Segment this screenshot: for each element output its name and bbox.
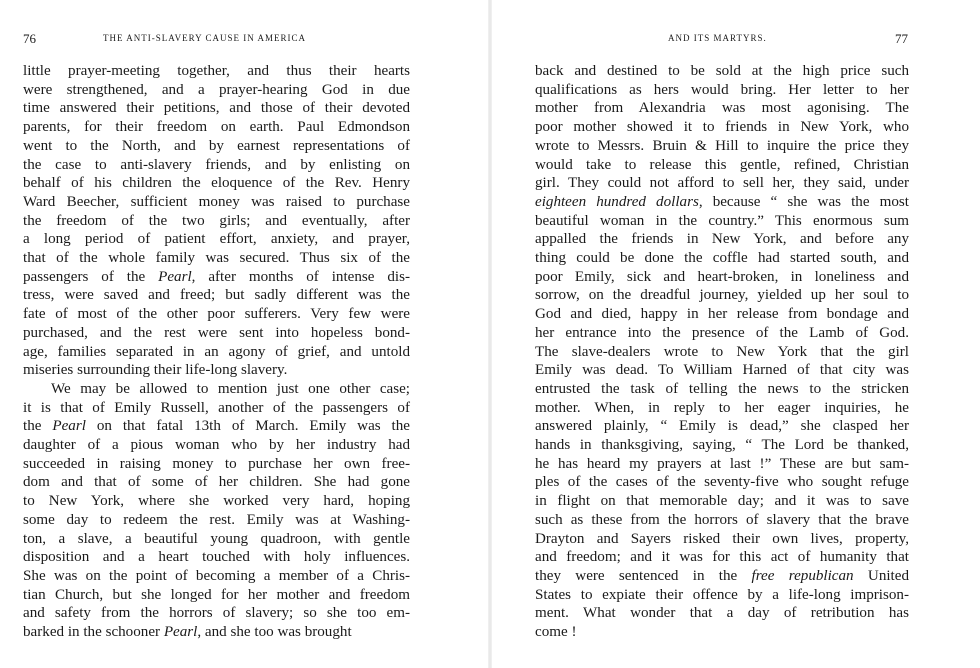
text-line: went to the North, and by earnest representations of: [23, 137, 410, 154]
text-line: that of the whole family was secured. Thus six of the: [23, 250, 410, 267]
text-line: tian Church, but she longed for her mother and freedom: [23, 586, 410, 603]
text-line: ment. What wonder that a day of retribution has: [535, 605, 909, 622]
text-line: She was on the point of becoming a member of a Chris-: [23, 567, 410, 584]
text-line: poor mother showed it to friends in New York, who: [535, 119, 909, 136]
text-line: some day to redeem the rest. Emily was at Washing-: [23, 511, 410, 528]
text-line: come !: [535, 624, 577, 641]
text-line: and freedom; and it was for this act of humanity that: [535, 549, 909, 566]
text-line: were strengthened, and a prayer-hearing God in due: [23, 81, 410, 98]
text-line: behalf of his children the eloquence of the Rev. Henry: [23, 175, 410, 192]
left-running-head: THE ANTI-SLAVERY CAUSE IN AMERICA: [103, 33, 307, 43]
text-line: the case to anti-slavery friends, and by enlisting on: [23, 156, 410, 173]
text-line: a long period of patient effort, anxiety, and prayer,: [23, 231, 410, 248]
text-line: in flight on that memorable day; and it was to save: [535, 493, 909, 510]
text-line: sorrow, on the dreadful journey, yielded up her soul to: [535, 287, 909, 304]
text-line: purchased, and the rest were sent into hopeless bond-: [23, 324, 410, 341]
right-running-head: AND ITS MARTYRS.: [668, 33, 767, 43]
right-page-text: [535, 62, 909, 642]
right-page: [490, 0, 980, 668]
text-line: back and destined to be sold at the high price such: [535, 63, 909, 79]
text-line: such as these from the horrors of slavery that the brave: [535, 511, 909, 528]
text-line: it is that of Emily Russell, another of the passengers of: [23, 399, 410, 416]
left-page-number: 76: [23, 31, 36, 46]
text-line: parents, for their freedom on earth. Paul Edmondson: [23, 119, 410, 136]
text-line: disposition and a heart touched with holy influences.: [23, 549, 410, 566]
text-line: answered plainly, “ Emily is dead,” she clasped her: [535, 418, 909, 435]
text-line: thing could be done the coffle had started south, and: [535, 250, 909, 267]
text-line: he has heard my prayers at last !” These are but sam-: [535, 455, 909, 472]
text-line: qualifications as hers would bring. Her letter to her: [535, 81, 909, 98]
text-line: God and died, happy in her release from bondage and: [535, 306, 909, 323]
text-line: the Pearl on that fatal 13th of March. Emily was the: [23, 418, 410, 435]
text-line: little prayer-meeting together, and thus their hearts: [23, 63, 410, 79]
text-line: to New York, where she worked very hard, hoping: [23, 493, 410, 510]
text-line: Emily was dead. To William Harned of that city was: [535, 362, 909, 379]
text-line: daughter of a pious woman who by her industry had: [23, 437, 410, 454]
text-line: and safety from the horrors of slavery; so she too em-: [23, 605, 410, 622]
text-line: poor Emily, sick and heart-broken, in loneliness and: [535, 268, 909, 285]
text-line: ton, a slave, a beautiful young quadroon, with gentle: [23, 530, 410, 547]
text-line: would take to release this gentle, refined, Christian: [535, 156, 909, 173]
text-line: hands in thanksgiving, saying, “ The Lord be thanked,: [535, 437, 909, 454]
text-line: they were sentenced in the free republican United: [535, 567, 909, 584]
text-line: Ward Beecher, sufficient money was raised to purchase: [23, 193, 410, 210]
text-line: fate of most of the other poor sufferers. Very few were: [23, 306, 410, 323]
text-line: age, families separated in an agony of grief, and untold: [23, 343, 410, 360]
right-page-number: 77: [895, 31, 908, 46]
text-line: wrote to Messrs. Bruin & Hill to inquire the price they: [535, 137, 909, 154]
text-line: We may be allowed to mention just one other case;: [51, 380, 410, 397]
text-line: time answered their petitions, and those of their devoted: [23, 100, 410, 117]
text-line: barked in the schooner Pearl, and she too was brought: [23, 624, 352, 641]
text-line: dom and that of some of her children. She had gone: [23, 474, 410, 491]
text-line: the freedom of the two girls; and eventually, after: [23, 212, 410, 229]
text-line: girl. They could not afford to sell her, they said, under: [535, 175, 909, 192]
text-line: mother from Alexandria was most agonising. The: [535, 100, 909, 117]
text-line: appalled the friends in New York, and before any: [535, 231, 909, 248]
left-page-text: [23, 62, 410, 642]
text-line: States to expiate their offence by a life-long imprison-: [535, 586, 909, 603]
text-line: tress, were saved and freed; but sadly different was the: [23, 287, 410, 304]
text-line: entrusted the task of telling the news to the stricken: [535, 380, 909, 397]
text-line: The slave-dealers wrote to New York that the girl: [535, 343, 909, 360]
text-line: mother. When, in reply to her eager inquiries, he: [535, 399, 909, 416]
text-line: miseries surrounding their life-long slavery.: [23, 362, 288, 379]
text-line: Drayton and Sayers risked their own lives, property,: [535, 530, 909, 547]
text-line: succeeded in raising money to purchase her own free-: [23, 455, 410, 472]
text-line: eighteen hundred dollars, because “ she was the most: [535, 193, 909, 210]
text-line: beautiful woman in the country.” This enormous sum: [535, 212, 909, 229]
text-line: passengers of the Pearl, after months of intense dis-: [23, 268, 410, 285]
text-line: her entrance into the presence of the Lamb of God.: [535, 324, 909, 341]
text-line: ples of the cases of the seventy-five who sought refuge: [535, 474, 909, 491]
